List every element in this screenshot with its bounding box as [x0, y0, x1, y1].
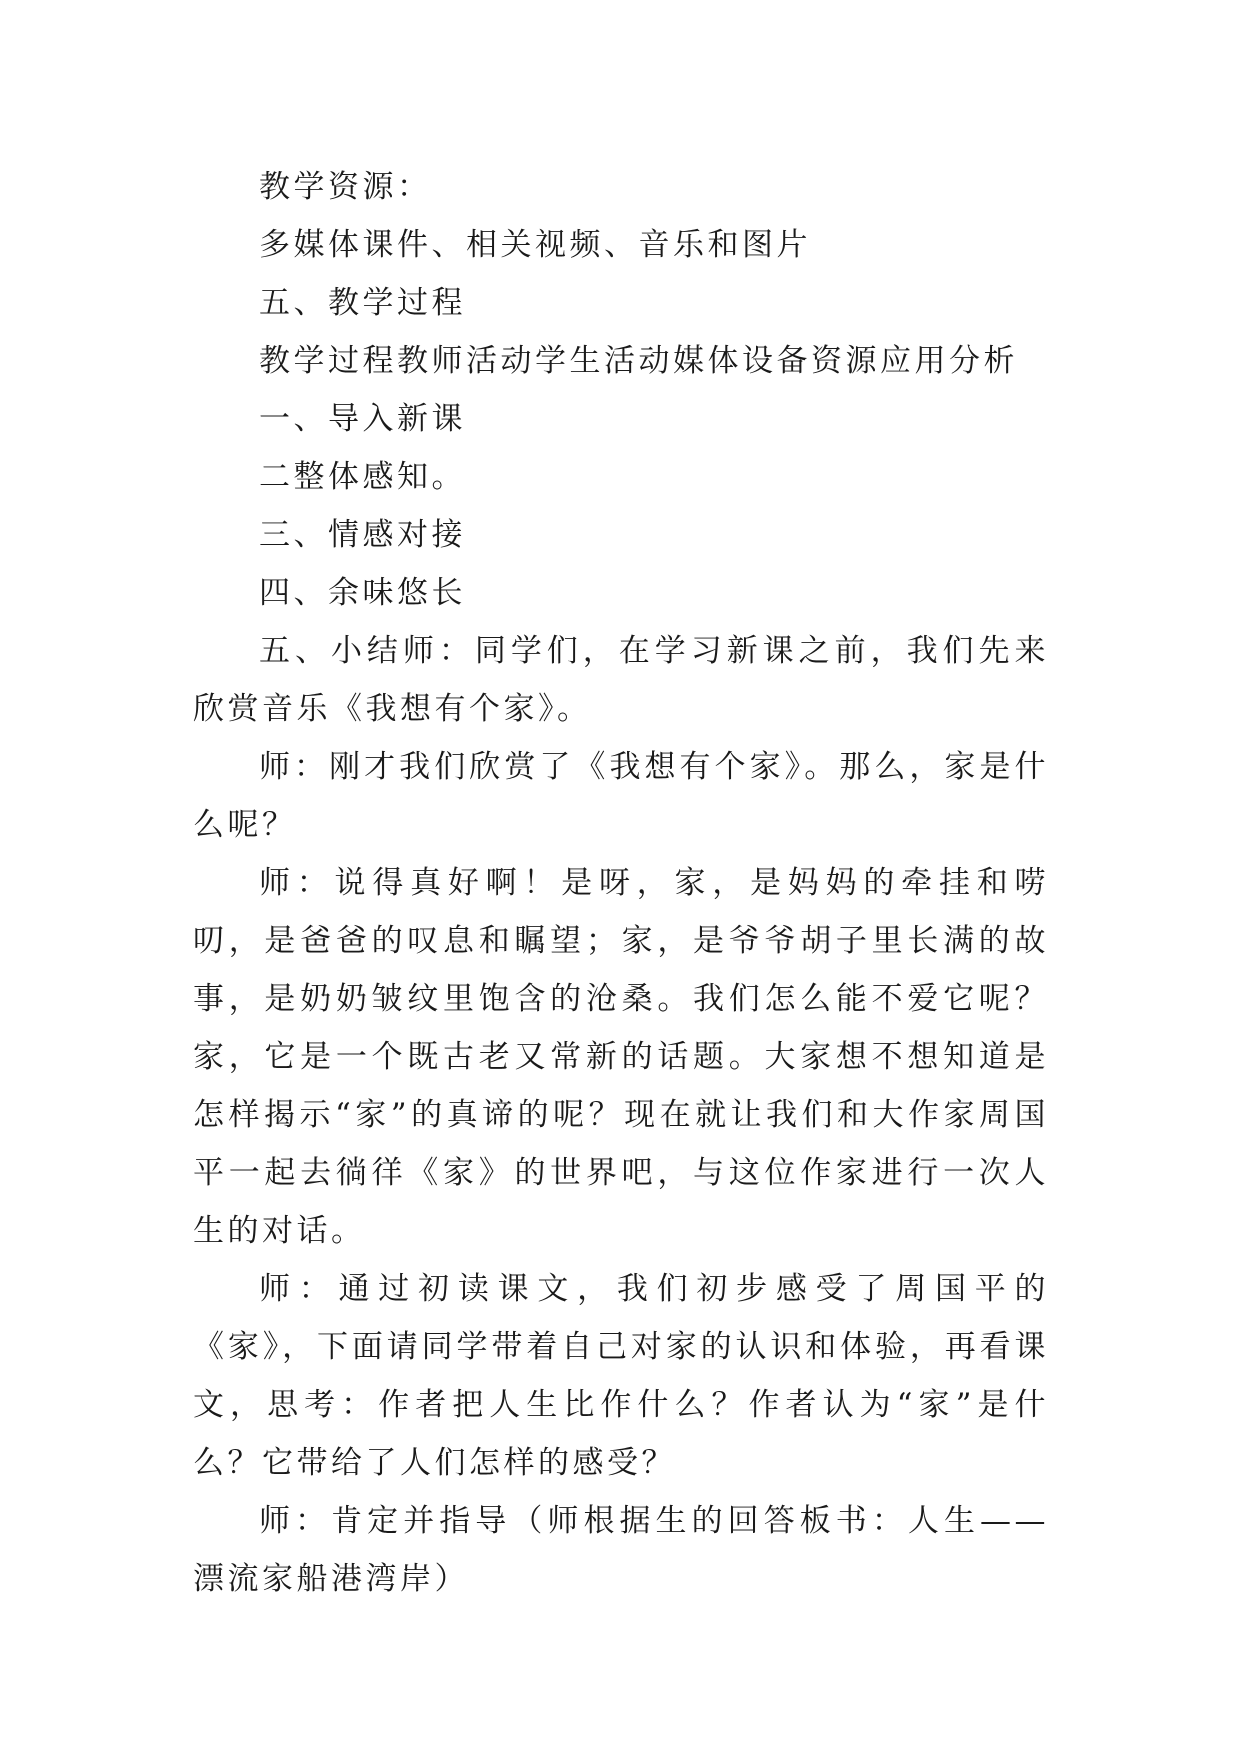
- paragraph-step-one: 一、导入新课: [259, 401, 466, 437]
- paragraph-step-three: 三、情感对接: [259, 517, 466, 553]
- paragraph-teacher-question: 师：刚才我们欣赏了《我想有个家》。那么，家是什么呢？: [193, 749, 1049, 843]
- paragraph-step-two: 二整体感知。: [259, 459, 466, 495]
- document-body: [193, 158, 1049, 1608]
- paragraph-teacher-guidance: 师：肯定并指导（师根据生的回答板书：人生——漂流家船港湾岸）: [193, 1503, 1049, 1597]
- paragraph-teacher-reading-task: 师：通过初读课文，我们初步感受了周国平的《家》，下面请同学带着自己对家的认识和体验，再看课文，思考：作者把人生比作什么？作者认为“家”是什么？它带给了人们怎样的感受？: [193, 1271, 1049, 1481]
- paragraph-teaching-resources-list: 多媒体课件、相关视频、音乐和图片: [259, 227, 811, 263]
- paragraph-teacher-praise: 师：说得真好啊！是呀，家，是妈妈的牵挂和唠叨，是爸爸的叹息和瞩望；家，是爷爷胡子里长满的故事，是奶奶皱纹里饱含的沧桑。我们怎么能不爱它呢？家，它是一个既古老又常新的话题。大家想不想知道是怎样揭示“家”的真谛的呢？现在就让我们和大作家周国平一起去徜徉《家》的世界吧，与这位作家进行一次人生的对话。: [193, 865, 1049, 1249]
- paragraph-step-five-summary: 五、小结师：同学们，在学习新课之前，我们先来欣赏音乐《我想有个家》。: [193, 633, 1049, 727]
- paragraph-teaching-resources-heading: 教学资源：: [259, 169, 432, 205]
- paragraph-process-table-header: 教学过程教师活动学生活动媒体设备资源应用分析: [259, 343, 1018, 379]
- paragraph-step-four: 四、余味悠长: [259, 575, 466, 611]
- paragraph-section-five-heading: 五、教学过程: [259, 285, 466, 321]
